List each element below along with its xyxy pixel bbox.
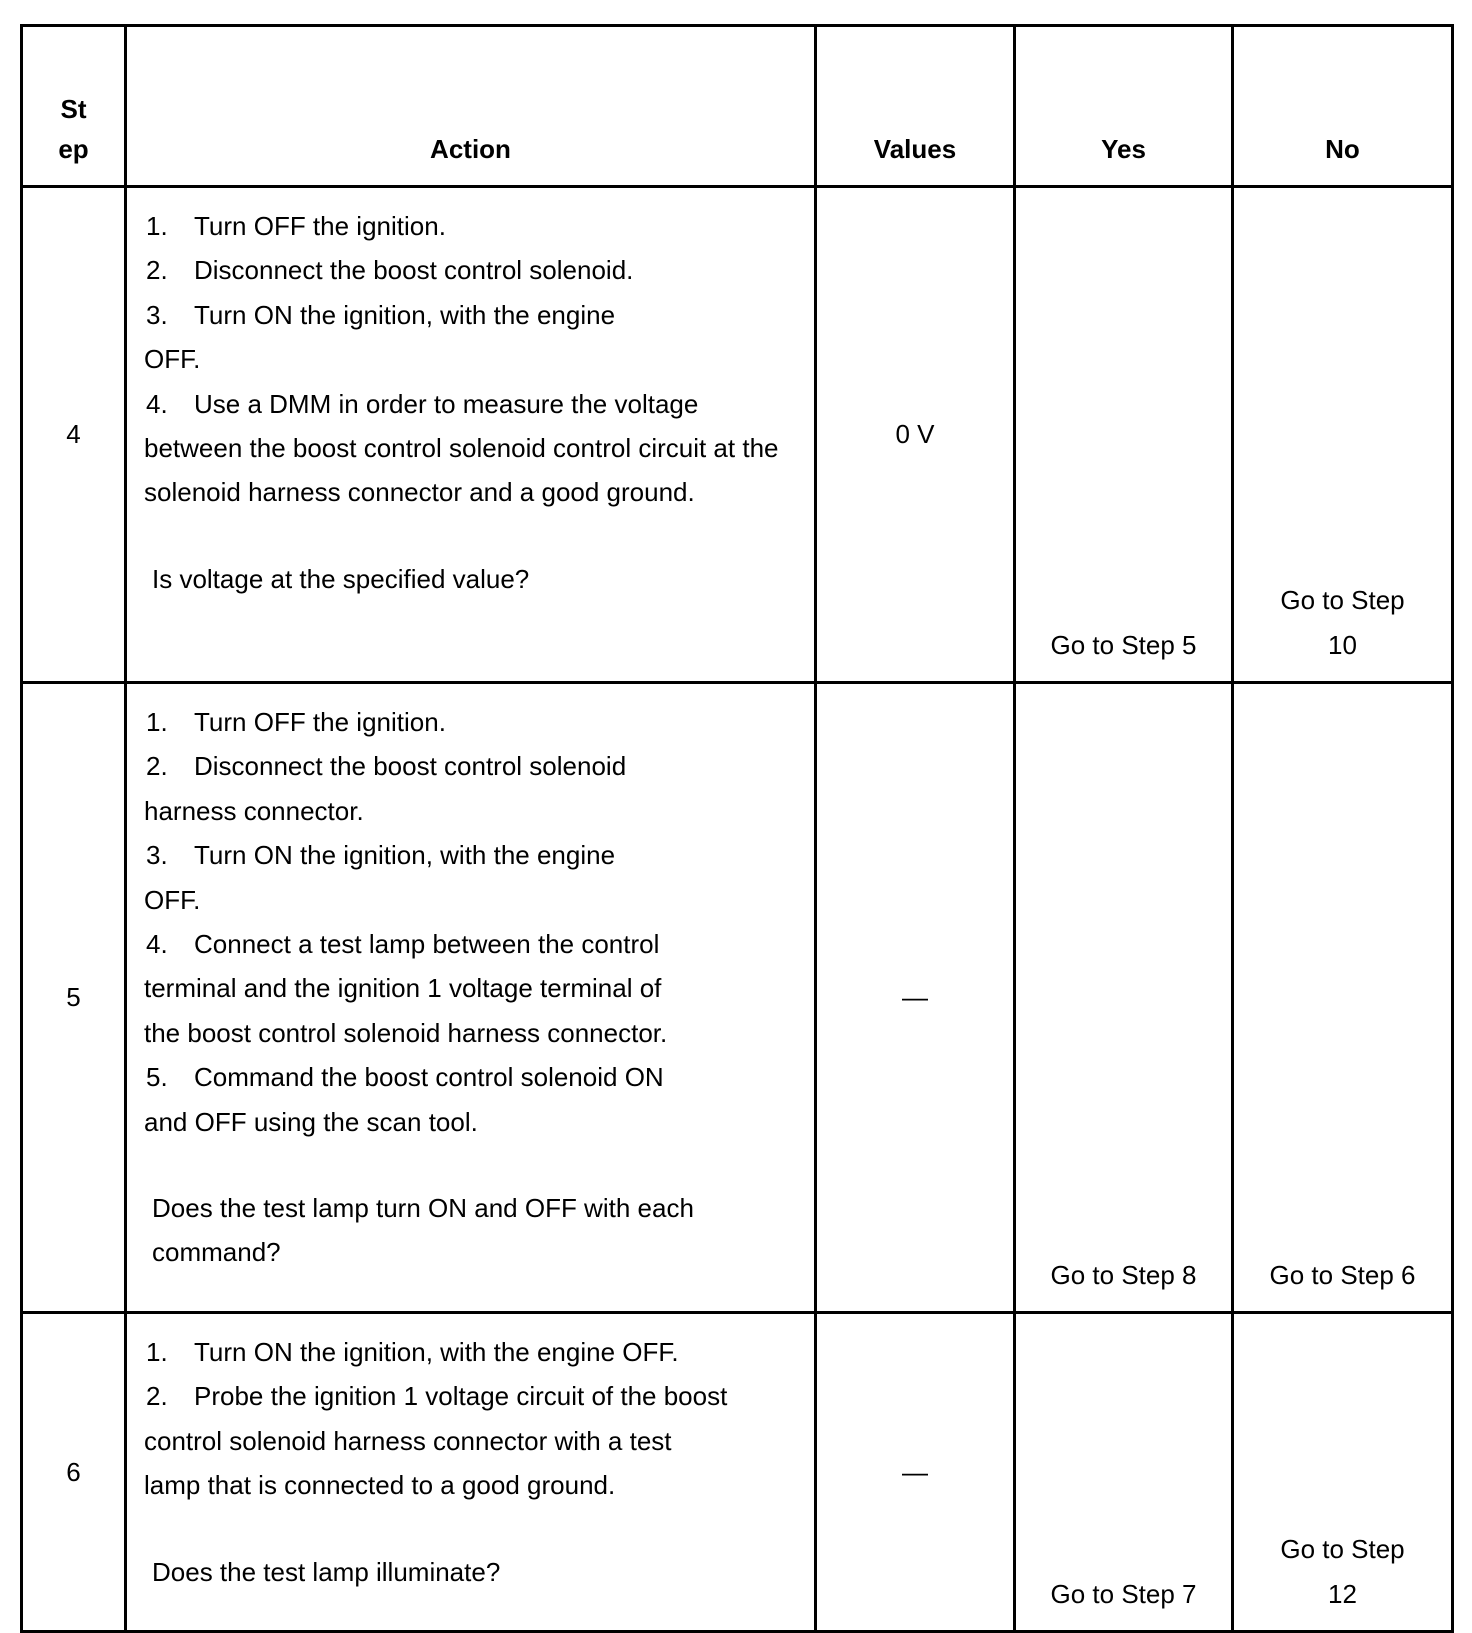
action-step-text: Turn OFF the ignition. [194,707,446,737]
header-row [22,26,1453,187]
no-cell: Go to Step 6 [1233,683,1453,1313]
action-step-text: Disconnect the boost control solenoid. [194,255,634,286]
step-number: 4 [22,187,126,683]
action-step: 3. Turn ON the ignition, with the engine OFF. [144,840,616,915]
action-question: Does the test lamp turn ON and OFF with each command? [152,1193,694,1268]
value-cell: — [816,683,1015,1313]
header-step-line1: St [60,94,87,124]
header-step [22,26,126,187]
action-step-text: Turn ON the ignition, with the engine OFF. [194,1337,679,1367]
action-step: 2. Disconnect the boost control solenoid. [146,255,634,286]
action-step-text: Turn OFF the ignition. [194,211,446,241]
action-step-text: Turn ON the ignition, with the engine OFF. [144,299,616,375]
header-no: No [1233,26,1453,187]
no-cell [1233,1313,1453,1632]
table-row [22,187,1453,683]
action-cell [126,187,816,683]
step-number: 5 [22,683,126,1313]
action-step: 4. Use a DMM in order to measure the voltage between the boost control solenoid control circuit at the solenoid harness connector and a good ground. [144,388,779,508]
action-step-text: Connect a test lamp between the control terminal and the ignition 1 voltage terminal of the boost control solenoid harness connector. [144,929,668,1048]
action-step: 4. Connect a test lamp between the control terminal and the ignition 1 voltage terminal of the boost control solenoid harness connector. [144,929,668,1048]
yes-cell: Go to Step 8 [1015,683,1233,1313]
action-step: 1. Turn OFF the ignition. [146,707,446,737]
action-step-text: Use a DMM in order to measure the voltage between the boost control solenoid control circuit at the solenoid harness connector and a good ground. [144,388,779,508]
action-step-text: Probe the ignition 1 voltage circuit of the boost control solenoid harness connector with a test lamp that is connected to a good ground. [144,1381,728,1501]
header-step-line2: ep [58,134,89,164]
action-cell [126,683,816,1313]
action-step-text: Disconnect the boost control solenoid harness connector. [144,751,627,826]
action-cell [126,1313,816,1632]
action-step: 1. Turn ON the ignition, with the engine OFF. [146,1337,679,1367]
action-question: Is voltage at the specified value? [152,563,530,594]
action-question: Does the test lamp illuminate? [152,1556,501,1587]
action-step: 5. Command the boost control solenoid ON and OFF using the scan tool. [144,1062,664,1137]
no-text: Go to Step 10 [1280,585,1405,660]
yes-cell: Go to Step 7 [1015,1313,1233,1632]
action-step: 1. Turn OFF the ignition. [146,211,446,241]
header-values: Values [816,26,1015,187]
no-text: Go to Step 12 [1280,1534,1405,1609]
action-step: 2. Probe the ignition 1 voltage circuit of the boost control solenoid harness connector with a test lamp that is connected to a good ground. [144,1381,728,1501]
action-step-text: Command the boost control solenoid ON and OFF using the scan tool. [144,1062,664,1137]
action-step: 2. Disconnect the boost control solenoid harness connector. [144,751,627,826]
table-row [22,683,1453,1313]
action-step: 3. Turn ON the ignition, with the engine OFF. [144,299,616,375]
step-number: 6 [22,1313,126,1632]
header-action: Action [126,26,816,187]
action-step-text: Turn ON the ignition, with the engine OFF. [144,840,616,915]
value-cell: — [816,1313,1015,1632]
diagnostic-table [20,24,1454,1633]
header-yes: Yes [1015,26,1233,187]
yes-cell: Go to Step 5 [1015,187,1233,683]
no-cell [1233,187,1453,683]
value-cell: 0 V [816,187,1015,683]
table-row [22,1313,1453,1632]
